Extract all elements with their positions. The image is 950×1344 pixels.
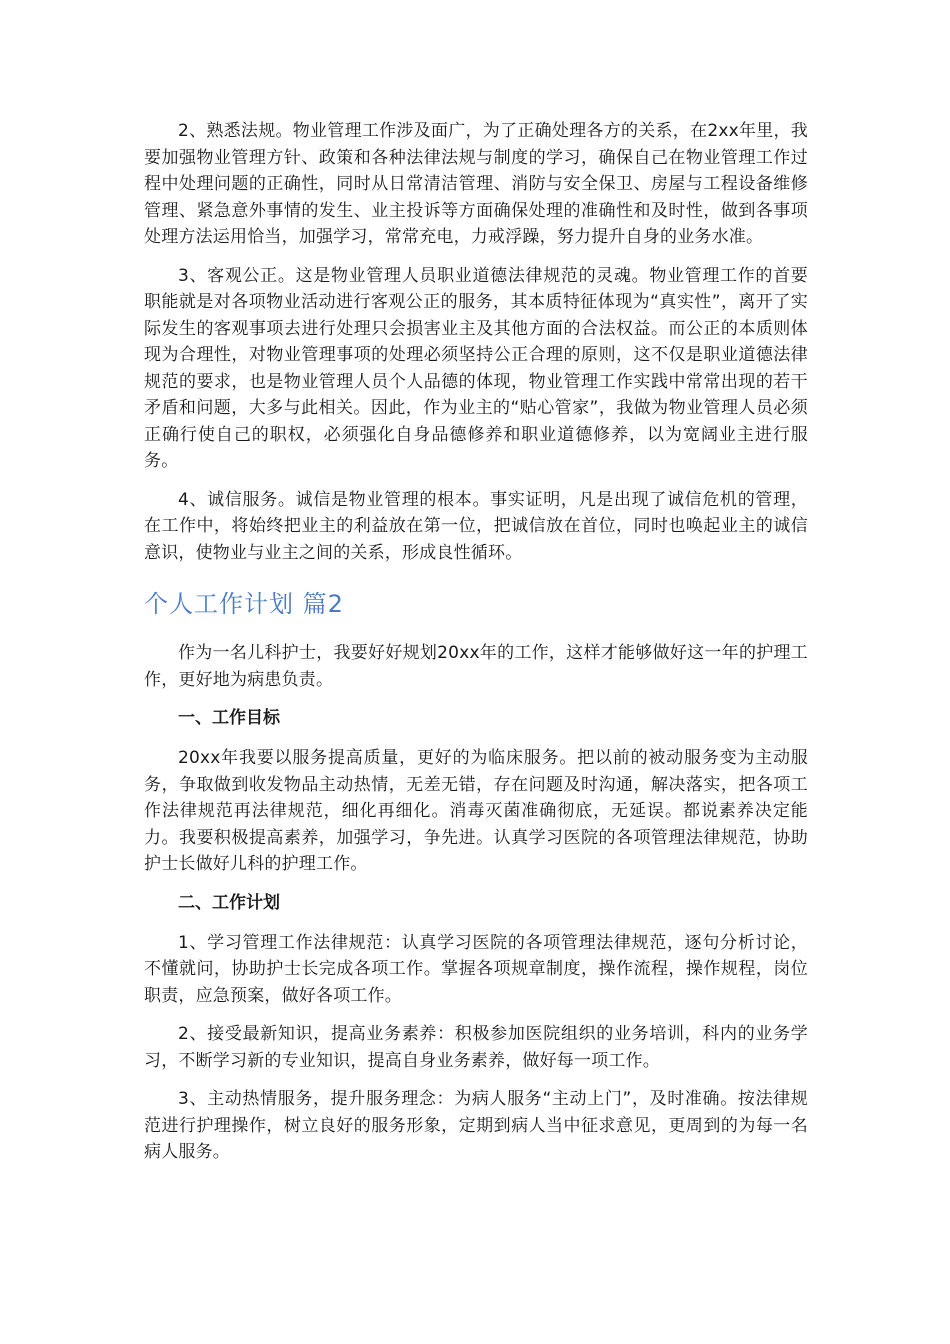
heading-work-goals: 一、工作目标 — [178, 708, 280, 728]
paragraph-objective-fair: 3、客观公正。这是物业管理人员职业道德法律规范的灵魂。物业管理工作的首要职能就是对各项物业活动进行客观公正的服务，其本质特征体现为“真实性”，离开了实际发生的客观事项去进行处理只会损害业主及其他方面的合法权益。而公正的本质则体现为合理性，对物业管理事项的处理必须坚持公正合理的原则，这不仅是职业道德法律规范的要求，也是物业管理人员个人品德的体现，物业管理工作实践中常常出现的若干矛盾和问题，大多与此相关。因此，作为业主的“贴心管家”，我做为物业管理人员必须正确行使自己的职权，必须强化自身品德修养和职业道德修养，以为宽阔业主进行服务。 — [144, 265, 808, 471]
plan-item: 3、主动热情服务，提升服务理念：为病人服务“主动上门”，及时准确。按法律规范进行护理操作，树立良好的服务形象，定期到病人当中征求意见，更周到的为每一名病人服务。 — [144, 1089, 808, 1162]
section-title: 个人工作计划 篇2 — [144, 590, 344, 618]
paragraph-integrity-service: 4、诚信服务。诚信是物业管理的根本。事实证明，凡是出现了诚信危机的管理，在工作中，将始终把业主的利益放在第一位，把诚信放在首位，同时也唤起业主的诚信意识，使物业与业主之间的关系，形成良性循环。 — [144, 489, 808, 563]
paragraph-work-goals: 20xx年我要以服务提高质量，更好的为临床服务。把以前的被动服务变为主动服务，争取做到收发物品主动热情，无差无错，存在问题及时沟通，解决落实，把各项工作法律规范再法律规范，细化再细化。消毒灭菌准确彻底，无延误。都说素养决定能力。我要积极提高素养，加强学习，争先进。认真学习医院的各项管理法律规范，协助护士长做好儿科的护理工作。 — [144, 748, 808, 874]
plan-item: 1、学习管理工作法律规范：认真学习医院的各项管理法律规范，逐句分析讨论，不懂就问，协助护士长完成各项工作。掌握各项规章制度，操作流程，操作规程，岗位职责，应急预案，做好各项工作。 — [144, 932, 808, 1006]
paragraph-familiar-regulations: 2、熟悉法规。物业管理工作涉及面广，为了正确处理各方的关系，在2xx年里，我要加强物业管理方针、政策和各种法律法规与制度的学习，确保自己在物业管理工作过程中处理问题的正确性，同时从日常清洁管理、消防与安全保卫、房屋与工程设备维修管理、紧急意外事情的发生、业主投诉等方面确保处理的准确性和及时性，做到各事项处理方法运用恰当，加强学习，常常充电，力戒浮躁，努力提升自身的业务水准。 — [144, 121, 808, 247]
heading-work-plan: 二、工作计划 — [178, 892, 280, 913]
paragraph-intro: 作为一名儿科护士，我要好好规划20xx年的工作，这样才能够做好这一年的护理工作，更好地为病患负责。 — [144, 643, 808, 690]
document-page — [144, 118, 808, 1178]
plan-item: 2、接受最新知识，提高业务素养：积极参加医院组织的业务培训，科内的业务学习，不断学习新的专业知识，提高自身业务素养，做好每一项工作。 — [144, 1024, 808, 1071]
